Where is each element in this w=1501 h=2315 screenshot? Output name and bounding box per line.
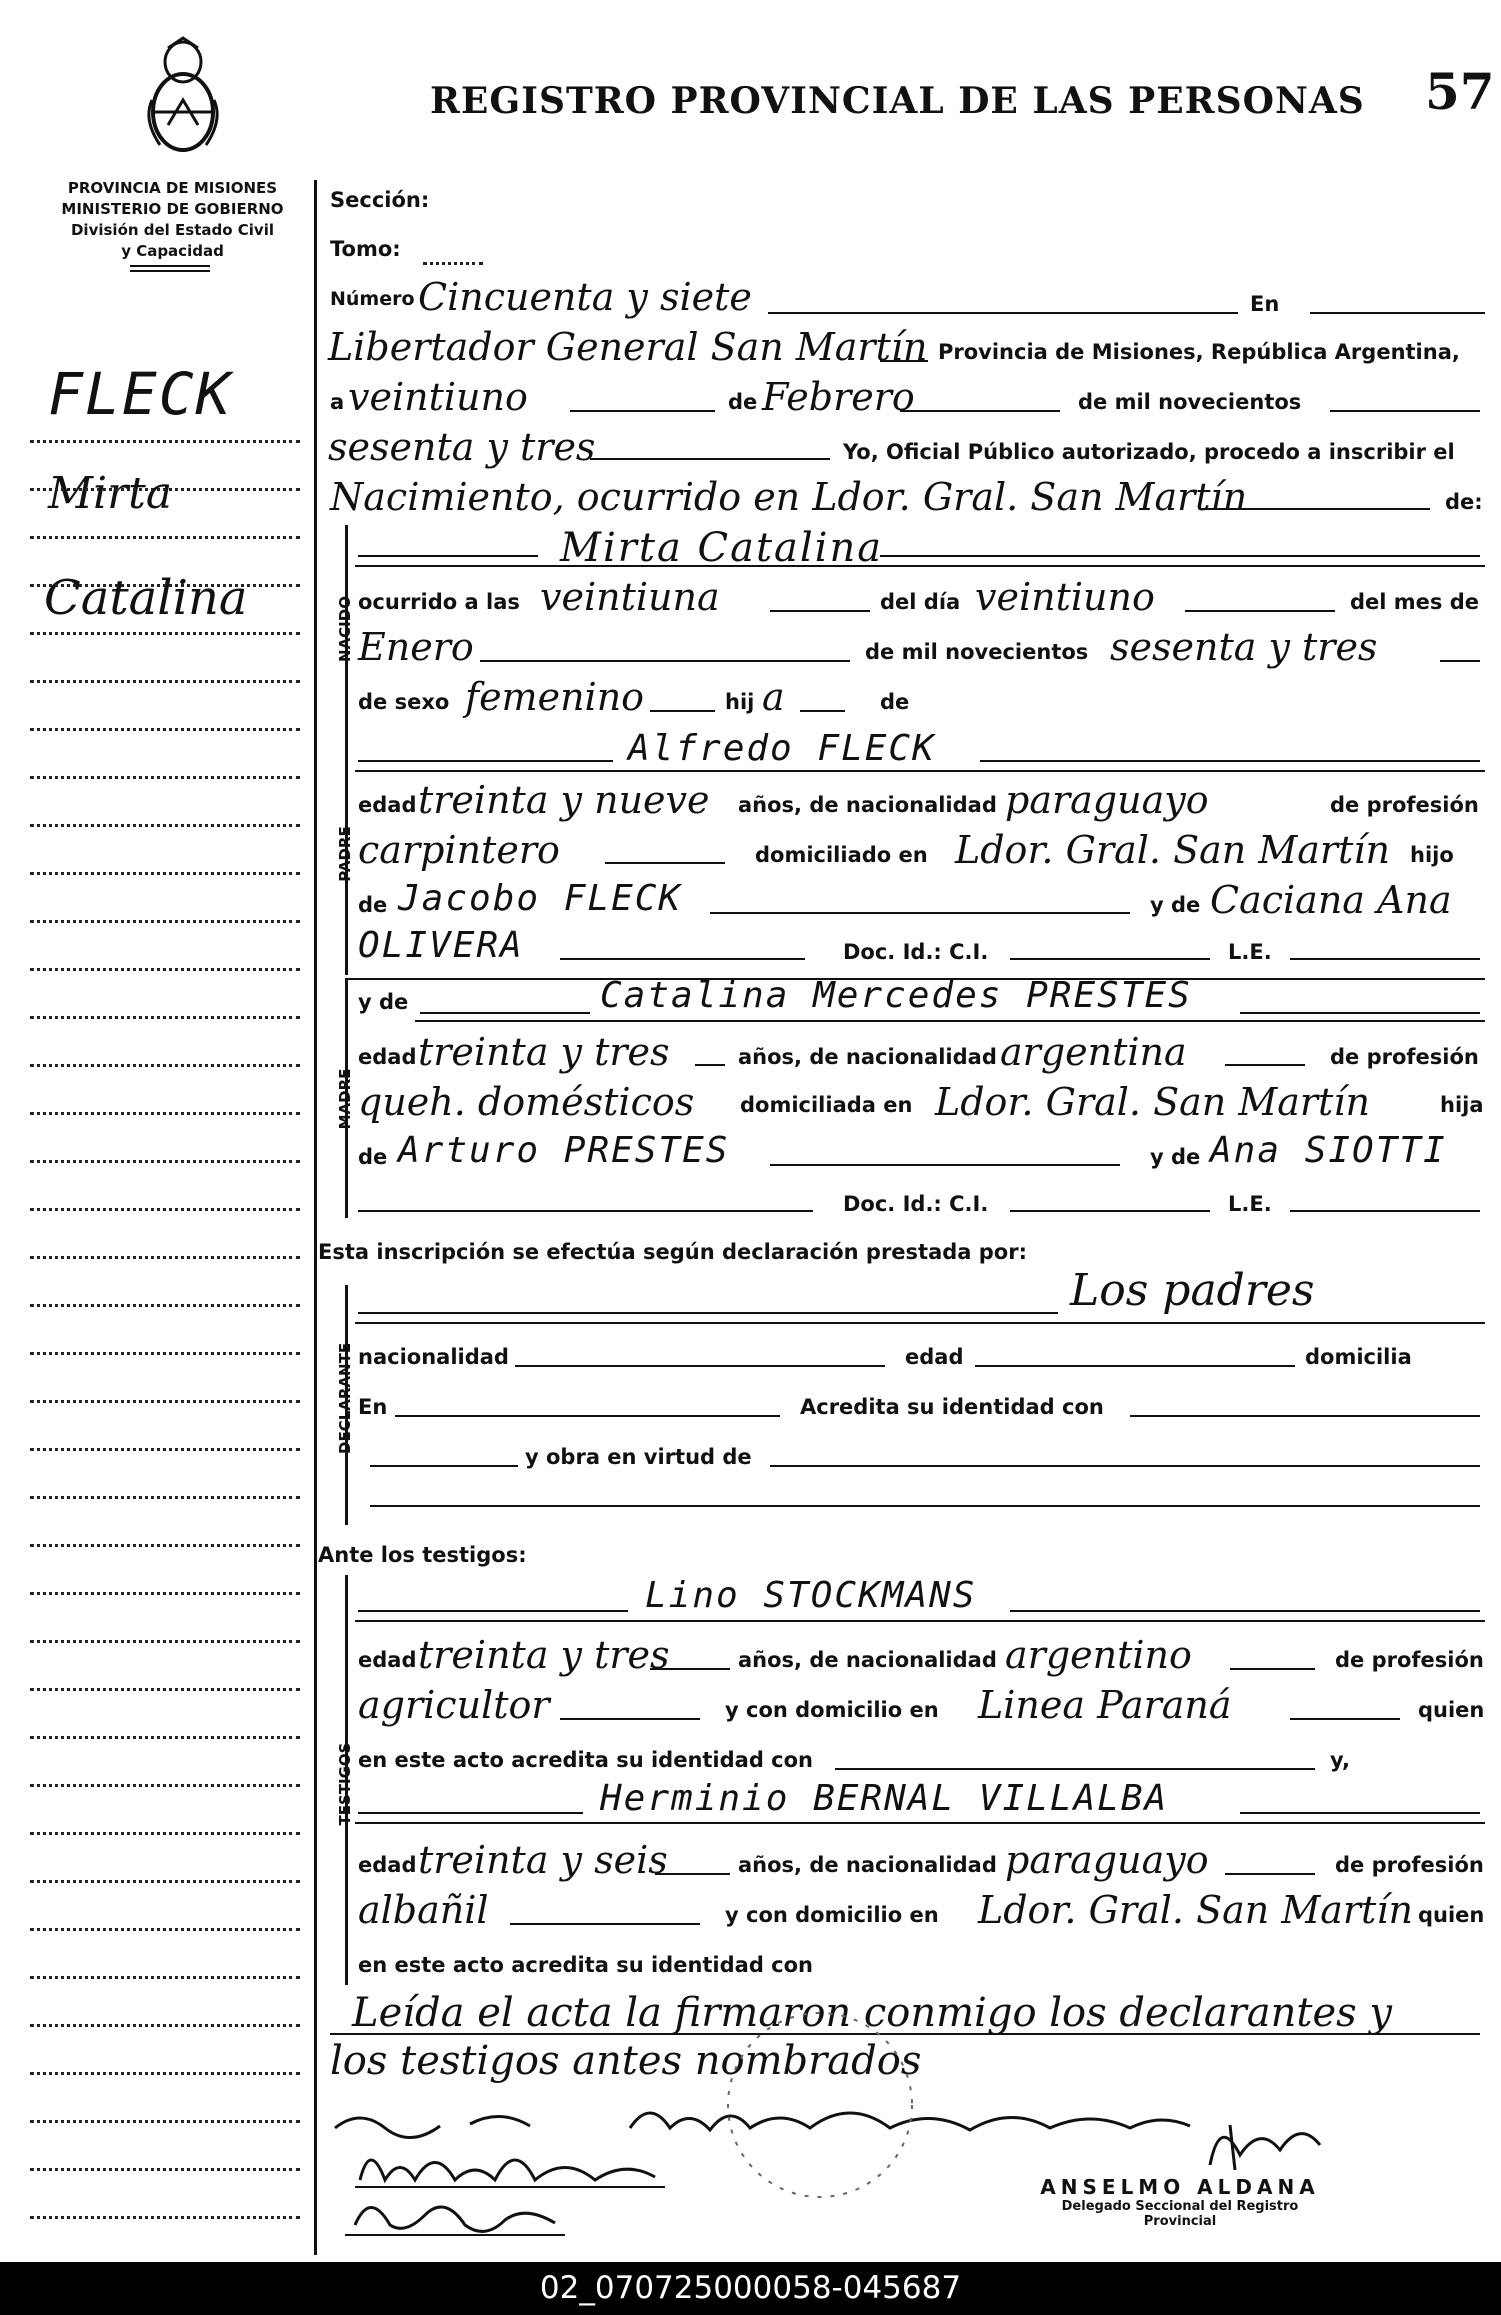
margin-rule-line [30,968,300,971]
margin-rule-line [30,1688,300,1691]
madre-domicilio: Ldor. Gral. San Martín [935,1080,1370,1124]
label-padre-le: L.E. [1228,940,1272,964]
margin-rule-line [30,440,300,443]
signature-official [1200,2105,1330,2175]
label-padre-nac: años, de nacionalidad [738,793,997,817]
label-hij: hij [725,690,755,714]
testigo2-domicilio: Ldor. Gral. San Martín [978,1888,1413,1932]
label-decl-domicilia: domicilia [1305,1345,1412,1369]
label-numero: Número [330,288,415,310]
entry-hij-suffix: a [762,675,785,719]
org-line-division: División del Estado Civil [70,221,274,239]
closing-line-2: los testigos antes nombrados [330,2038,922,2084]
padre-profesion: carpintero [358,828,560,872]
testigo2-edad: treinta y seis [418,1838,668,1882]
label-decl-en: En [358,1395,388,1419]
madre-edad: treinta y tres [418,1030,670,1074]
madre-padre: Arturo PRESTES [398,1130,730,1171]
label-de-mes: de [728,390,758,414]
label-ante-testigos: Ante los testigos: [318,1543,527,1567]
margin-rule-line [30,1448,300,1451]
entry-hora: veintiuna [540,575,720,619]
margin-rule-line [30,1928,300,1931]
label-t2-profesion: de profesión [1335,1853,1484,1877]
padre-nacionalidad: paraguayo [1005,778,1209,822]
margin-surname: FLECK [48,360,233,428]
margin-rule-line [30,1784,300,1787]
padre-madre-l2: OLIVERA [358,925,524,966]
coat-of-arms-seal [138,30,228,160]
entry-nombre: Mirta Catalina [560,525,884,571]
margin-rule-line [30,488,300,491]
margin-rule-line [30,1880,300,1883]
margin-rule-line [30,1592,300,1595]
testigo1-edad: treinta y tres [418,1633,670,1677]
entry-localidad: Libertador General San Martín [328,325,928,369]
section-label-padre: PADRE [336,826,354,882]
margin-rule-line [30,1160,300,1163]
label-madre-edad: edad [358,1045,417,1069]
org-line-province: PROVINCIA DE MISIONES [67,179,278,197]
margin-second-name: Catalina [44,570,248,626]
section-label-madre: MADRE [336,1068,354,1130]
label-madre-le: L.E. [1228,1192,1272,1216]
label-a: a [330,390,345,414]
signature-witness-2 [345,2185,575,2245]
margin-rule-line [30,824,300,827]
label-madre-hija: hija [1440,1093,1484,1117]
margin-rule-line [30,728,300,731]
label-padre-docid: Doc. Id.: C.I. [843,940,989,964]
margin-rule-line [30,1064,300,1067]
margin-rule-line [30,1112,300,1115]
org-line-capacity: y Capacidad [121,242,224,260]
margin-rule-line [30,776,300,779]
testigo1-nacionalidad: argentino [1005,1633,1192,1677]
label-madre-de: de [358,1145,388,1169]
document-id-footer: 02_070725000058-045687 [0,2262,1501,2315]
closing-line-1: Leída el acta la firmaron conmigo los declarantes y [352,1990,1392,2036]
margin-rule-line [30,1208,300,1211]
org-line-ministry: MINISTERIO DE GOBIERNO [61,200,284,218]
label-t1-nac: años, de nacionalidad [738,1648,997,1672]
label-del-mes: del mes de [1350,590,1479,614]
margin-rule-line [30,2216,300,2219]
label-t1-profesion: de profesión [1335,1648,1484,1672]
entry-numero: Cincuenta y siete [418,275,752,319]
label-madre-docid: Doc. Id.: C.I. [843,1192,989,1216]
margin-rule-line [30,872,300,875]
entry-anio-nac: sesenta y tres [1110,625,1378,669]
label-madre-nac: años, de nacionalidad [738,1045,997,1069]
label-de-sexo: de [880,690,910,714]
testigo2-profesion: albañil [358,1888,489,1932]
stamp-name: ANSELMO ALDANA [1040,2175,1320,2199]
label-yo-oficial: Yo, Oficial Público autorizado, procedo a inscribir el [843,440,1455,464]
stamp-title-2: Provincial [1143,2214,1217,2229]
label-padre-edad: edad [358,793,417,817]
label-esta-inscripcion: Esta inscripción se efectúa según declaración prestada por: [318,1240,1027,1264]
margin-rule-line [30,920,300,923]
entry-dia-nac: veintiuno [975,575,1155,619]
padre-domicilio: Ldor. Gral. San Martín [955,828,1390,872]
entry-mes: Febrero [762,375,915,419]
margin-rule-line [30,1400,300,1403]
label-mil-novecientos: de mil novecientos [1078,390,1302,414]
label-seccion: Sección: [330,188,430,212]
label-decl-nacionalidad: nacionalidad [358,1345,509,1369]
margin-rule-line [30,1256,300,1259]
label-padre-hijo: hijo [1410,843,1454,867]
padre-nombre: Alfredo FLECK [628,728,936,769]
label-ocurrido: ocurrido a las [358,590,520,614]
padre-edad: treinta y nueve [418,778,710,822]
label-decl-acredita: Acredita su identidad con [800,1395,1104,1419]
margin-first-name: Mirta [48,468,173,519]
madre-madre: Ana SIOTTI [1210,1130,1447,1171]
label-padre-profesion: de profesión [1330,793,1479,817]
label-del-dia: del día [880,590,961,614]
label-t1-edad: edad [358,1648,417,1672]
entry-tipo: Nacimiento, ocurrido en Ldor. Gral. San Martín [330,475,1248,519]
testigo2-nacionalidad: paraguayo [1005,1838,1209,1882]
section-label-declarante: DECLARANTE [336,1342,354,1454]
page-number: 57 [1425,62,1495,121]
madre-nacionalidad: argentina [1000,1030,1187,1074]
margin-divider [314,180,317,2255]
label-madre-y-de-2: y de [1150,1145,1201,1169]
label-en: En [1250,292,1280,316]
label-t1-quien: quien [1418,1698,1485,1722]
madre-nombre: Catalina Mercedes PRESTES [600,975,1192,1016]
label-sexo: de sexo [358,690,450,714]
official-seal-stamp [720,1945,920,2265]
label-t2-nac: años, de nacionalidad [738,1853,997,1877]
margin-rule-line [30,1544,300,1547]
margin-rule-line [30,536,300,539]
padre-madre-l1: Caciana Ana [1210,878,1452,922]
label-t2-domicilio: y con domicilio en [725,1903,939,1927]
label-t2-quien: quien [1418,1903,1485,1927]
label-t2-edad: edad [358,1853,417,1877]
label-padre-y-de: y de [1150,893,1201,917]
label-madre-y-de: y de [358,990,409,1014]
margin-rule-line [30,1736,300,1739]
label-de-colon: de: [1445,490,1483,514]
label-padre-domicilio: domiciliado en [755,843,928,867]
margin-rule-line [30,584,300,587]
margin-rule-line [30,1016,300,1019]
margin-rule-line [30,1304,300,1307]
entry-mes-nac: Enero [358,625,474,669]
label-t1-domicilio: y con domicilio en [725,1698,939,1722]
stamp-title: Delegado Seccional del Registro [1061,2199,1299,2214]
section-label-testigos: TESTIGOS [336,1742,354,1826]
label-decl-y-obra: y obra en virtud de [525,1445,752,1469]
entry-dia: veintiuno [348,375,528,419]
label-t1-y: y, [1330,1748,1351,1772]
margin-rule-line [30,2072,300,2075]
label-t1-en-este-acto: en este acto acredita su identidad con [358,1748,813,1772]
margin-rule-line [30,1496,300,1499]
official-stamp [995,2175,1365,2229]
section-label-nacido: NACIDO [336,596,354,662]
label-t2-en-este-acto: en este acto acredita su identidad con [358,1953,813,1977]
label-padre-de: de [358,893,388,917]
entry-sexo: femenino [465,675,645,719]
label-mil-novecientos-2: de mil novecientos [865,640,1089,664]
label-provincia: Provincia de Misiones, República Argentina, [938,340,1460,364]
margin-rule-line [30,2120,300,2123]
testigo1-nombre: Lino STOCKMANS [645,1575,977,1616]
margin-rule-line [30,1976,300,1979]
testigo1-domicilio: Linea Paraná [978,1683,1232,1727]
margin-rule-line [30,2024,300,2027]
testigo2-nombre: Herminio BERNAL VILLALBA [600,1778,1169,1819]
madre-profesion: queh. domésticos [358,1080,695,1124]
margin-rule-line [30,1352,300,1355]
org-block [30,178,315,262]
entry-anio: sesenta y tres [328,425,596,469]
label-madre-profesion: de profesión [1330,1045,1479,1069]
margin-rule-line [30,632,300,635]
declarante-nombre: Los padres [1070,1265,1315,1316]
label-tomo: Tomo: [330,237,401,261]
label-decl-edad: edad [905,1345,964,1369]
margin-rule-line [30,1640,300,1643]
margin-rule-line [30,1832,300,1835]
margin-rule-line [30,2168,300,2171]
label-madre-domicilio: domiciliada en [740,1093,913,1117]
document-title: REGISTRO PROVINCIAL DE LAS PERSONAS [430,80,1365,122]
testigo1-profesion: agricultor [358,1683,550,1727]
margin-rule-line [30,680,300,683]
padre-padre: Jacobo FLECK [398,878,683,919]
